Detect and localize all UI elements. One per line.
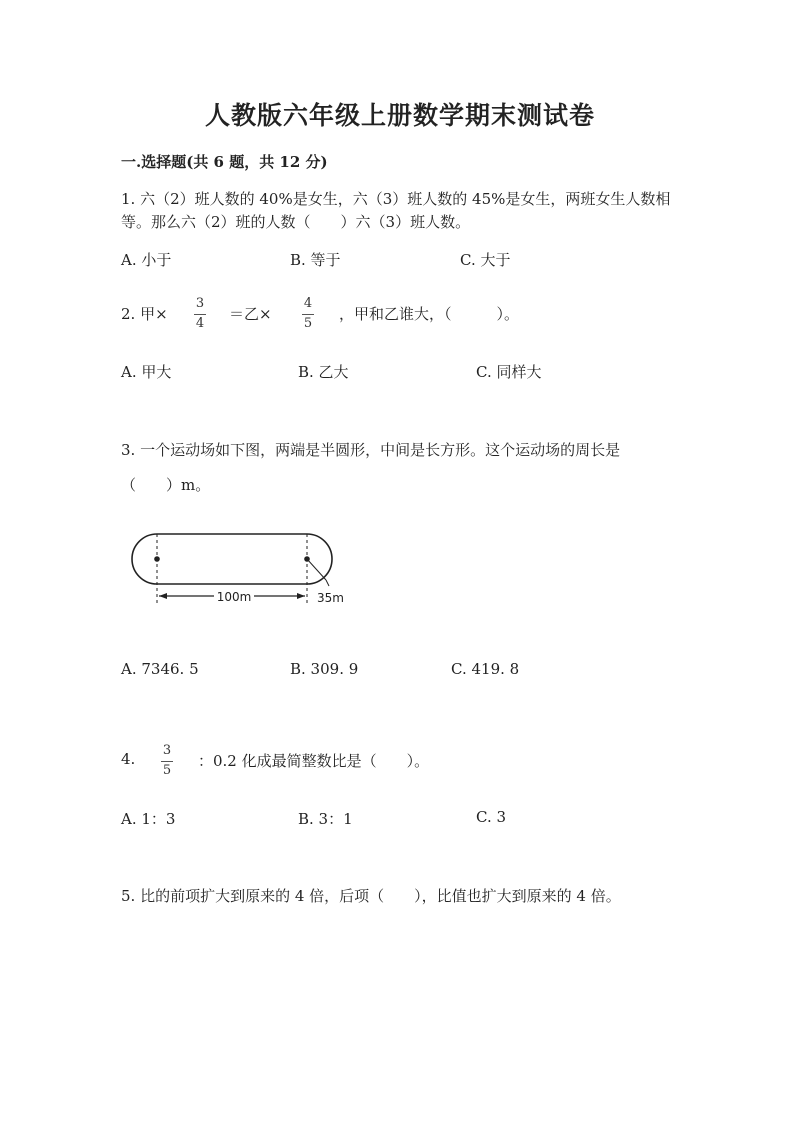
q2-middle: ＝乙× [229, 305, 272, 323]
q5-text: 5. 比的前项扩大到原来的 4 倍，后项（ ），比值也扩大到原来的 4 倍。 [121, 887, 621, 905]
q2-fraction-2-numerator: 4 [303, 296, 313, 311]
q3-option-c: C. 419. 8 [451, 660, 520, 678]
q1-line2: 等。那么六（2）班的人数（ ）六（3）班人数。 [121, 213, 471, 231]
q3-line2: （ ）m。 [121, 476, 211, 494]
q4-fraction-numerator: 3 [162, 743, 172, 758]
q4-option-b: B. 3：1 [298, 810, 353, 828]
track-diagram [126, 524, 356, 610]
length-arrow-right-head [297, 593, 305, 599]
q4-suffix: ：0.2 化成最简整数比是（ ）。 [198, 752, 430, 770]
q2-prefix: 2. 甲× [121, 305, 168, 323]
q4-fraction-denominator: 5 [162, 763, 172, 778]
q2-fraction-2-denominator: 5 [303, 316, 313, 331]
page-title: 人教版六年级上册数学期末测试卷 [204, 101, 595, 130]
fraction-bar [302, 314, 314, 315]
radius-line [307, 559, 326, 580]
q1-line1: 1. 六（2）班人数的 40%是女生，六（3）班人数的 45%是女生，两班女生人数相 [121, 190, 671, 208]
q2-option-c: C. 同样大 [476, 363, 542, 381]
q3-option-b: B. 309. 9 [290, 660, 359, 678]
q2-fraction-2 [298, 297, 318, 333]
section-heading: 一.选择题(共 6 题，共 12 分) [121, 153, 328, 171]
q2-fraction-1 [190, 297, 210, 333]
q4-prefix: 4. [121, 750, 136, 768]
q3-line1: 3. 一个运动场如下图，两端是半圆形，中间是长方形。这个运动场的周长是 [121, 441, 621, 459]
q1-option-a: A. 小于 [121, 251, 172, 269]
q2-option-b: B. 乙大 [298, 363, 349, 381]
length-arrow-left-head [159, 593, 167, 599]
length-label: 100m [216, 590, 252, 604]
q4-option-a: A. 1：3 [121, 810, 176, 828]
q2-suffix: ，甲和乙谁大，（ ）。 [339, 305, 520, 323]
q2-fraction-1-numerator: 3 [195, 296, 205, 311]
radius-leader-line [326, 580, 329, 586]
fraction-bar [161, 761, 173, 762]
q4-fraction [157, 744, 177, 780]
q2-option-a: A. 甲大 [121, 363, 172, 381]
q4-option-c: C. 3 [476, 808, 507, 826]
radius-label: 35m [317, 591, 344, 605]
track-outline [132, 534, 332, 584]
q2-fraction-1-denominator: 4 [195, 316, 205, 331]
left-center-dot [154, 556, 160, 562]
q1-option-c: C. 大于 [460, 251, 511, 269]
fraction-bar [194, 314, 206, 315]
q3-option-a: A. 7346. 5 [121, 660, 199, 678]
q1-option-b: B. 等于 [290, 251, 341, 269]
